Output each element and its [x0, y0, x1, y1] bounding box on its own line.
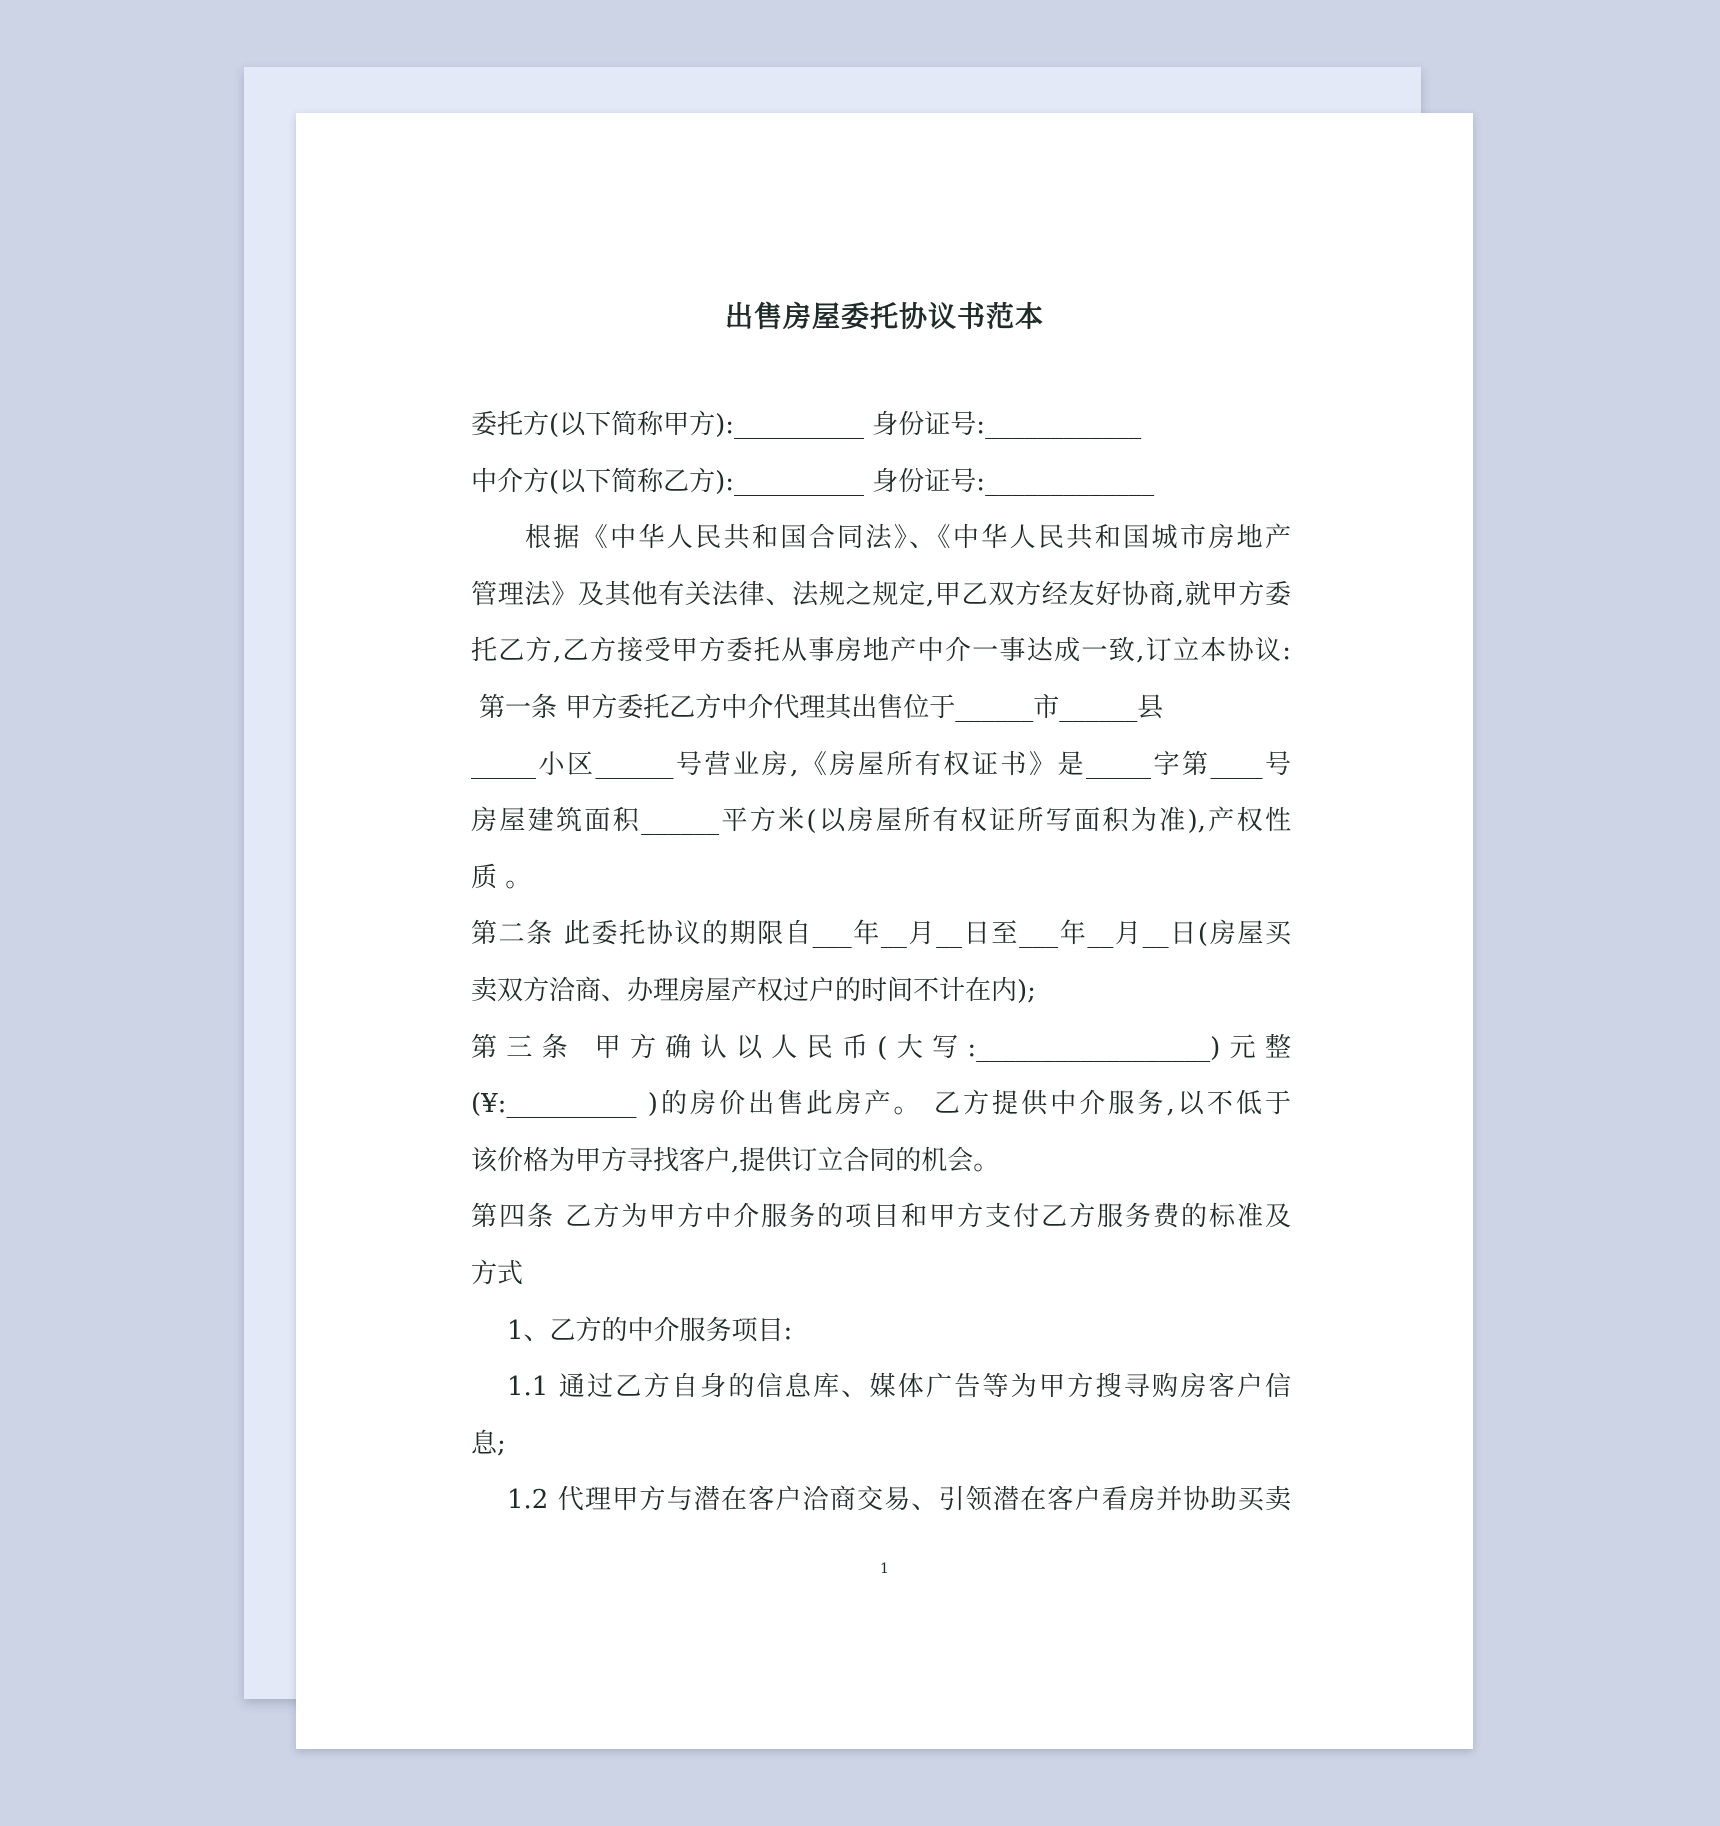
body-line: 第三条 甲方确认以人民币(大写:__________________)元整 — [471, 1032, 1291, 1063]
body-line: 方式 — [471, 1258, 524, 1289]
body-line: 第二条 此委托协议的期限自___年__月__日至___年__月__日(房屋买 — [471, 919, 1291, 950]
body-line: (¥:__________ )的房价出售此房产。 乙方提供中介服务,以不低于 — [471, 1089, 1291, 1120]
body-line: 第四条 乙方为甲方中介服务的项目和甲方支付乙方服务费的标准及 — [471, 1202, 1291, 1233]
body-line: 1、乙方的中介服务项目: — [507, 1315, 793, 1346]
body-line: 第一条 甲方委托乙方中介代理其出售位于______市______县 — [479, 692, 1164, 723]
body-line: 委托方(以下简称甲方):__________ 身份证号:____________ — [471, 410, 1142, 440]
document-title: 出售房屋委托协议书范本 — [724, 300, 1044, 333]
body-line: 1.1 通过乙方自身的信息库、媒体广告等为甲方搜寻购房客户信 — [507, 1372, 1291, 1403]
body-line: 息; — [471, 1428, 506, 1459]
body-line: 1.2 代理甲方与潜在客户洽商交易、引领潜在客户看房并协助买卖 — [507, 1485, 1291, 1516]
body-line: 根据《中华人民共和国合同法》、《中华人民共和国城市房地产 — [525, 523, 1291, 554]
body-line: 质 。 — [471, 862, 532, 893]
document-page — [296, 113, 1473, 1749]
body-line: 该价格为甲方寻找客户,提供订立合同的机会。 — [471, 1145, 1000, 1176]
body-line: 卖双方洽商、办理房屋产权过户的时间不计在内); — [471, 975, 1036, 1006]
body-line: 托乙方,乙方接受甲方委托从事房地产中介一事达成一致,订立本协议: — [471, 636, 1291, 667]
body-line: 管理法》及其他有关法律、法规之规定,甲乙双方经友好协商,就甲方委 — [471, 579, 1291, 610]
page-number: 1 — [880, 1561, 889, 1577]
body-line: _____小区______号营业房,《房屋所有权证书》是_____字第____号 — [471, 749, 1291, 780]
body-line: 中介方(以下简称乙方):__________ 身份证号:_____________ — [471, 466, 1155, 497]
document-body — [471, 397, 1291, 1529]
body-line: 房屋建筑面积______平方米(以房屋所有权证所写面积为准),产权性 — [471, 806, 1291, 837]
